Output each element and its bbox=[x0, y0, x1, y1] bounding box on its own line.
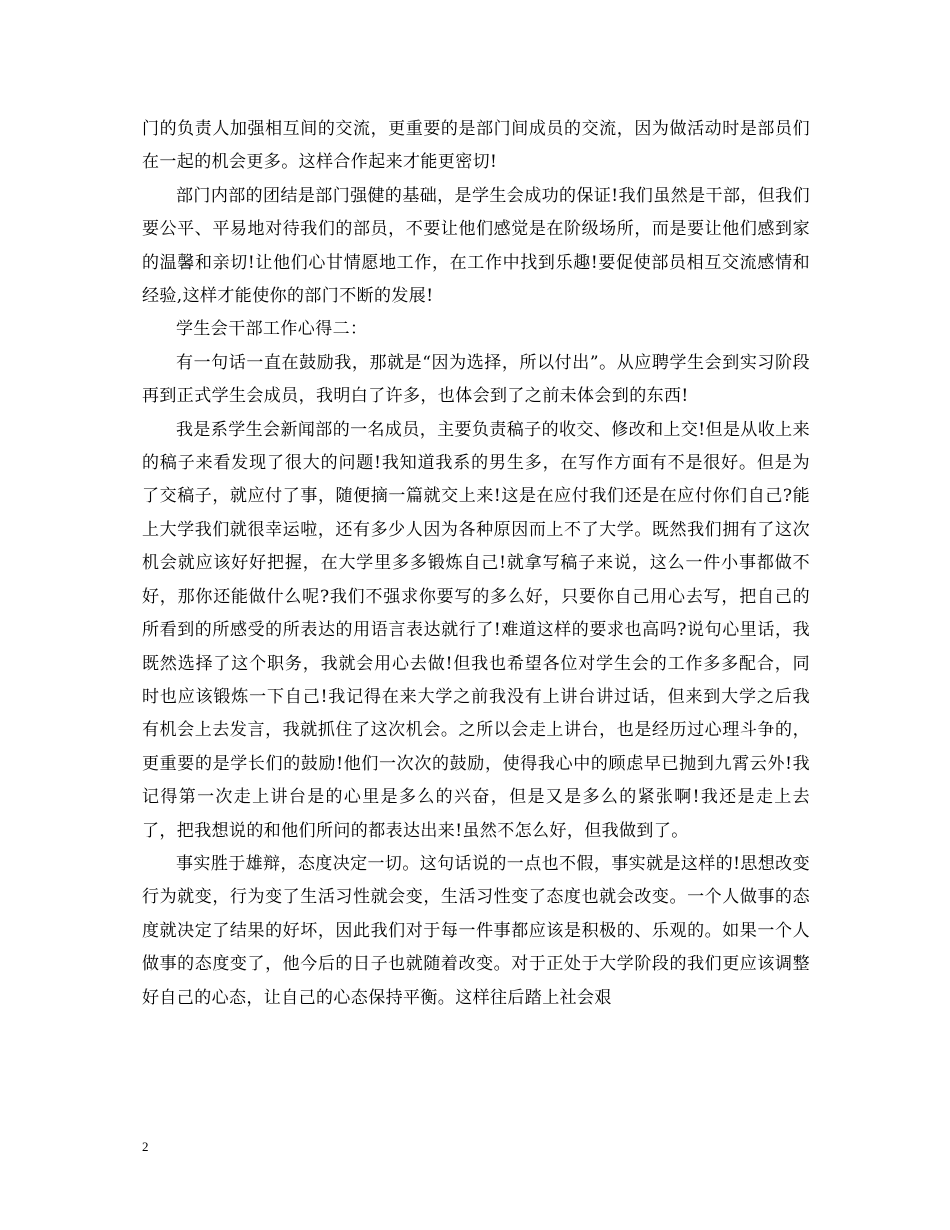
document-body bbox=[142, 113, 810, 1015]
paragraph-5: 事实胜于雄辩，态度决定一切。这句话说的一点也不假，事实就是这样的!思想改变行为就变，行为变了生活习性就会变，生活习性变了态度也就会改变。一个人做事的态度就决定了结果的好坏，因此我们对于每一件事都应该是积极的、乐观的。如果一个人做事的态度变了，他今后的日子也就随着改变。对于正处于大学阶段的我们更应该调整好自己的心态，让自己的心态保持平衡。这样往后踏上社会艰 bbox=[142, 853, 810, 1008]
page-number: 2 bbox=[142, 1139, 149, 1154]
paragraph-3: 有一句话一直在鼓励我，那就是“因为选择，所以付出”。从应聘学生会到实习阶段再到正式学生会成员，我明白了许多，也体会到了之前未体会到的东西! bbox=[142, 352, 810, 407]
paragraph-1: 门的负责人加强相互间的交流，更重要的是部门间成员的交流，因为做活动时是部员们在一起的机会更多。这样合作起来才能更密切! bbox=[142, 119, 810, 173]
section-heading: 学生会干部工作心得二： bbox=[176, 319, 368, 340]
paragraph-2: 部门内部的团结是部门强健的基础，是学生会成功的保证!我们虽然是干部，但我们要公平、平易地对待我们的部员，不要让他们感觉是在阶级场所，而是要让他们感到家的温馨和亲切!让他们心甘情愿地工作，在工作中找到乐趣!要促使部员相互交流感情和经验,这样才能使你的部门不断的发展! bbox=[142, 185, 810, 307]
paragraph-4: 我是系学生会新闻部的一名成员，主要负责稿子的收交、修改和上交!但是从收上来的稿子来看发现了很大的问题!我知道我系的男生多，在写作方面有不是很好。但是为了交稿子，就应付了事，随便摘一篇就交上来!这是在应付我们还是在应付你们自己?能上大学我们就很幸运啦，还有多少人因为各种原因而上不了大学。既然我们拥有了这次机会就应该好好把握，在大学里多多锻炼自己!就拿写稿子来说，这么一件小事都做不好，那你还能做什么呢?我们不强求你要写的多么好，只要你自己用心去写，把自己的所看到的所感受的所表达的用语言表达就行了!难道这样的要求也高吗?说句心里话，我既然选择了这个职务，我就会用心去做!但我也希望各位对学生会的工作多多配合，同时也应该锻炼一下自己!我记得在来大学之前我没有上讲台讲过话，但来到大学之后我有机会上去发言，我就抓住了这次机会。之所以会走上讲台，也是经历过心理斗争的，更重要的是学长们的鼓励!他们一次次的鼓励，使得我心中的顾虑早已抛到九霄云外!我记得第一次走上讲台是的心里是多么的兴奋，但是又是多么的紧张啊!我还是走上去了，把我想说的和他们所问的都表达出来!虽然不怎么好，但我做到了。 bbox=[142, 419, 810, 841]
